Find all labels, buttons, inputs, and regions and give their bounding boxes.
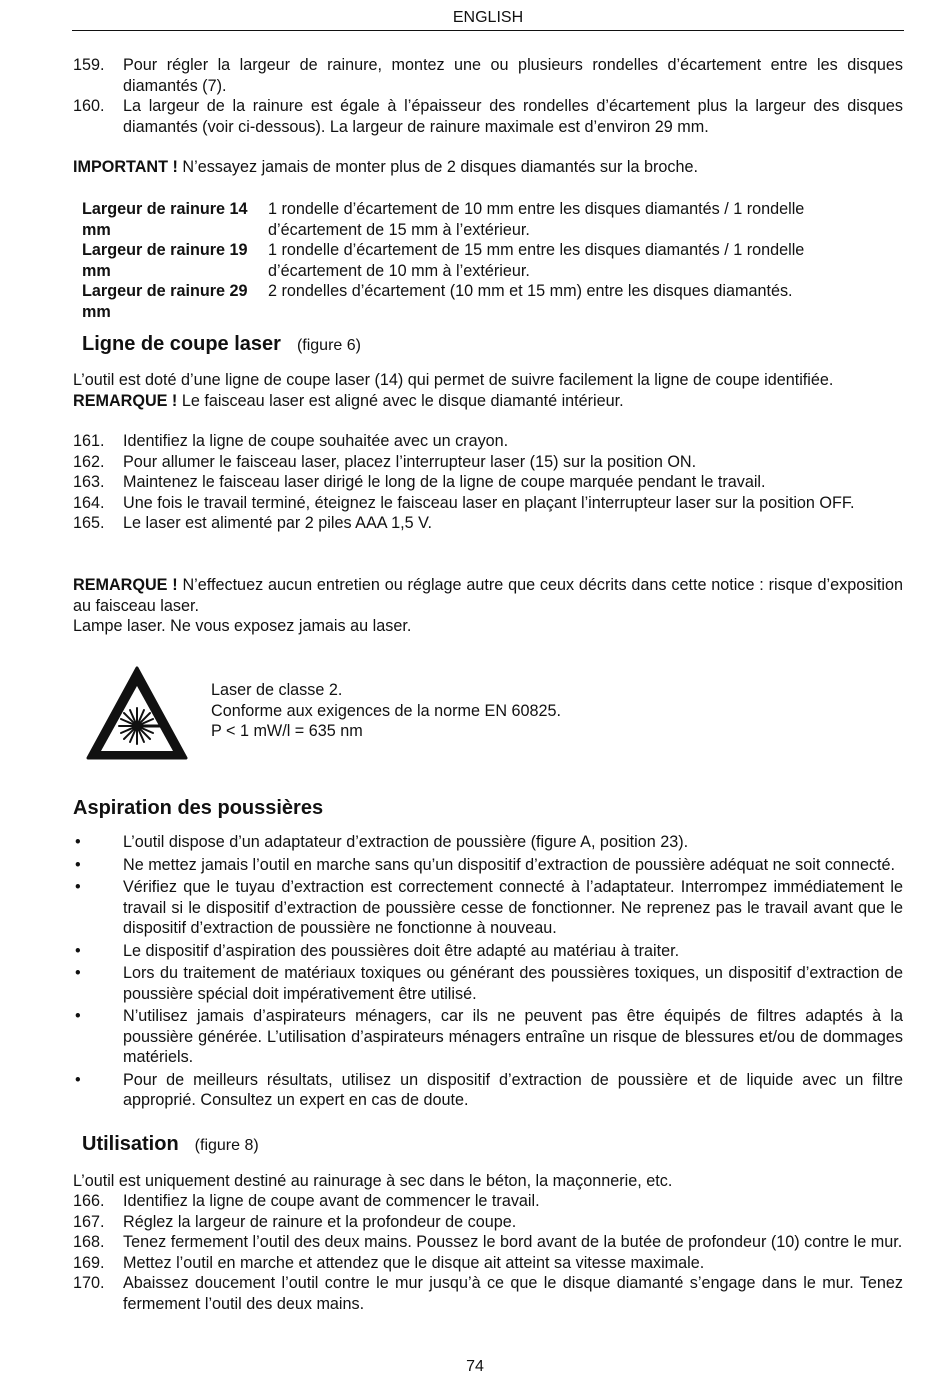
bullet-text: N’utilisez jamais d’aspirateurs ménagers, car ils ne peuvent pas être équipés de filtres adaptés à la poussière générée. L’utilisation d’aspirateurs ménagers entraîne un risque de blessures et/ou de dommages matériels.	[123, 1007, 903, 1066]
use-steps-list	[73, 1191, 903, 1314]
item-number: 165.	[73, 514, 105, 532]
dust-bullet-list	[73, 832, 903, 1111]
laser-lamp-text: Lampe laser. Ne vous exposez jamais au laser.	[73, 617, 412, 635]
item-number: 161.	[73, 432, 105, 450]
page-number: 74	[466, 1358, 484, 1375]
laser-class-info	[211, 680, 811, 742]
bullet-glyph: •	[75, 941, 81, 960]
page-header: ENGLISH	[72, 8, 904, 31]
list-item	[73, 472, 903, 493]
item-text: Une fois le travail terminé, éteignez le faisceau laser en plaçant l’interrupteur laser sur la position OFF.	[123, 493, 855, 512]
bullet-item	[73, 855, 903, 876]
intro-text: L’outil est doté d’une ligne de coupe laser (14) qui permet de suivre facilement la ligne de coupe identifiée.	[73, 371, 834, 389]
bullet-glyph: •	[75, 878, 81, 896]
use-intro: L’outil est uniquement destiné au rainurage à sec dans le béton, la maçonnerie, etc.	[73, 1172, 673, 1190]
important-text: N’essayez jamais de monter plus de 2 disques diamantés sur la broche.	[177, 158, 698, 176]
bullet-glyph: •	[75, 1070, 81, 1089]
item-text: Tenez fermement l’outil des deux mains. Poussez le bord avant de la butée de profondeur (10) contre le mur.	[123, 1233, 903, 1251]
item-number: 163.	[73, 473, 105, 491]
laser-class-line: P < 1 mW/l = 635 nm	[211, 722, 363, 740]
section-title: Utilisation	[82, 1133, 179, 1155]
figure-reference: (figure 8)	[194, 1137, 259, 1154]
bullet-item	[73, 1006, 903, 1068]
bullet-item	[73, 941, 903, 962]
figure-reference: (figure 6)	[296, 337, 361, 354]
remark-text: N’effectuez aucun entretien ou réglage autre que ceux décrits dans cette notice : risque d’exposition au faisceau laser.	[73, 576, 903, 615]
bullet-item	[73, 832, 903, 853]
list-item	[73, 431, 903, 452]
bullet-text: L’outil dispose d’un adaptateur d’extraction de poussière (figure A, position 23).	[123, 833, 689, 851]
bullet-text: Ne mettez jamais l’outil en marche sans qu’un dispositif d’extraction de poussière adéquat ne soit connecté.	[123, 855, 896, 874]
important-note	[73, 157, 903, 178]
groove-width-description: 1 rondelle d’écartement de 10 mm entre les disques diamantés / 1 rondelle d’écartement de 15 mm à l’extérieur.	[268, 200, 805, 239]
bullet-item	[73, 877, 903, 939]
bullet-glyph: •	[75, 855, 81, 874]
item-number: 164.	[73, 493, 105, 512]
remark-label: REMARQUE !	[73, 576, 178, 594]
laser-heading	[82, 334, 912, 357]
dust-heading: Aspiration des poussières	[73, 797, 324, 819]
bullet-item	[73, 963, 903, 1004]
list-item	[73, 1273, 903, 1314]
groove-width-description: 2 rondelles d’écartement (10 mm et 15 mm) entre les disques diamantés.	[268, 282, 793, 300]
item-number: 168.	[73, 1233, 105, 1251]
item-text: Mettez l’outil en marche et attendez que le disque ait atteint sa vitesse maximale.	[123, 1253, 705, 1272]
bullet-glyph: •	[75, 964, 81, 982]
item-text: Pour régler la largeur de rainure, montez une ou plusieurs rondelles d’écartement entre les disques diamantés (7).	[123, 56, 903, 95]
groove-width-label: Largeur de rainure 29 mm	[82, 282, 248, 321]
groove-width-description: 1 rondelle d’écartement de 15 mm entre les disques diamantés / 1 rondelle d’écartement de 10 mm à l’extérieur.	[268, 241, 805, 280]
item-text: Réglez la largeur de rainure et la profondeur de coupe.	[123, 1212, 517, 1231]
use-heading	[82, 1134, 912, 1157]
item-text: Abaissez doucement l’outil contre le mur jusqu’à ce que le disque diamanté s’engage dans le mur. Tenez fermement l’outil des deux mains.	[123, 1274, 903, 1313]
list-item	[73, 55, 903, 96]
bullet-glyph: •	[75, 1007, 81, 1025]
bullet-text: Pour de meilleurs résultats, utilisez un dispositif d’extraction de poussière et de liquide avec un filtre approprié. Consultez un expert en cas de doute.	[123, 1070, 903, 1109]
list-item	[73, 96, 903, 137]
item-number: 170.	[73, 1274, 105, 1292]
laser-remark	[73, 575, 903, 637]
list-item	[73, 1253, 903, 1274]
groove-width-label: Largeur de rainure 19 mm	[82, 241, 248, 280]
item-text: Identifiez la ligne de coupe souhaitée avec un crayon.	[123, 432, 509, 450]
remark-text: Le faisceau laser est aligné avec le disque diamanté intérieur.	[177, 391, 624, 410]
groove-steps-list	[73, 55, 903, 137]
item-text: Maintenez le faisceau laser dirigé le long de la ligne de coupe marquée pendant le travail.	[123, 473, 766, 491]
list-item	[73, 1191, 903, 1212]
section-title: Ligne de coupe laser	[82, 333, 281, 355]
item-number: 166.	[73, 1192, 105, 1210]
groove-width-label: Largeur de rainure 14 mm	[82, 200, 248, 239]
bullet-text: Vérifiez que le tuyau d’extraction est correctement connecté à l’adaptateur. Interrompez immédiatement le travail si le dispositif d’extraction de poussière cesse de fonctionner. Ne reprenez pas le travail avant que le dispositif d’extraction de poussière ne fonctionne à nouveau.	[123, 878, 903, 937]
laser-steps-list	[73, 431, 903, 534]
bullet-text: Le dispositif d’aspiration des poussières doit être adapté au matériau à traiter.	[123, 941, 680, 960]
item-number: 162.	[73, 452, 105, 471]
list-item	[73, 513, 903, 534]
item-number: 160.	[73, 97, 105, 115]
item-text: La largeur de la rainure est égale à l’épaisseur des rondelles d’écartement plus la largeur des disques diamantés (voir ci-dessous). La largeur de rainure maximale est d’environ 29 mm.	[123, 97, 903, 136]
list-item	[73, 493, 903, 514]
important-label: IMPORTANT !	[73, 158, 178, 176]
list-item	[73, 1212, 903, 1233]
remark-label: REMARQUE !	[73, 391, 178, 410]
bullet-item	[73, 1070, 903, 1111]
item-text: Pour allumer le faisceau laser, placez l’interrupteur laser (15) sur la position ON.	[123, 452, 697, 471]
item-number: 159.	[73, 56, 105, 74]
list-item	[73, 452, 903, 473]
laser-intro	[73, 370, 903, 411]
item-number: 167.	[73, 1212, 105, 1231]
list-item	[73, 1232, 903, 1253]
item-text: Identifiez la ligne de coupe avant de commencer le travail.	[123, 1192, 540, 1210]
laser-warning-triangle-icon	[84, 664, 190, 764]
bullet-glyph: •	[75, 833, 81, 851]
item-text: Le laser est alimenté par 2 piles AAA 1,5 V.	[123, 514, 432, 532]
laser-class-line: Laser de classe 2.	[211, 681, 343, 699]
item-number: 169.	[73, 1253, 105, 1272]
laser-class-line: Conforme aux exigences de la norme EN 60825.	[211, 701, 562, 720]
bullet-text: Lors du traitement de matériaux toxiques ou générant des poussières toxiques, un dispositif d’extraction de poussière spécial doit impérativement être utilisé.	[123, 964, 903, 1003]
